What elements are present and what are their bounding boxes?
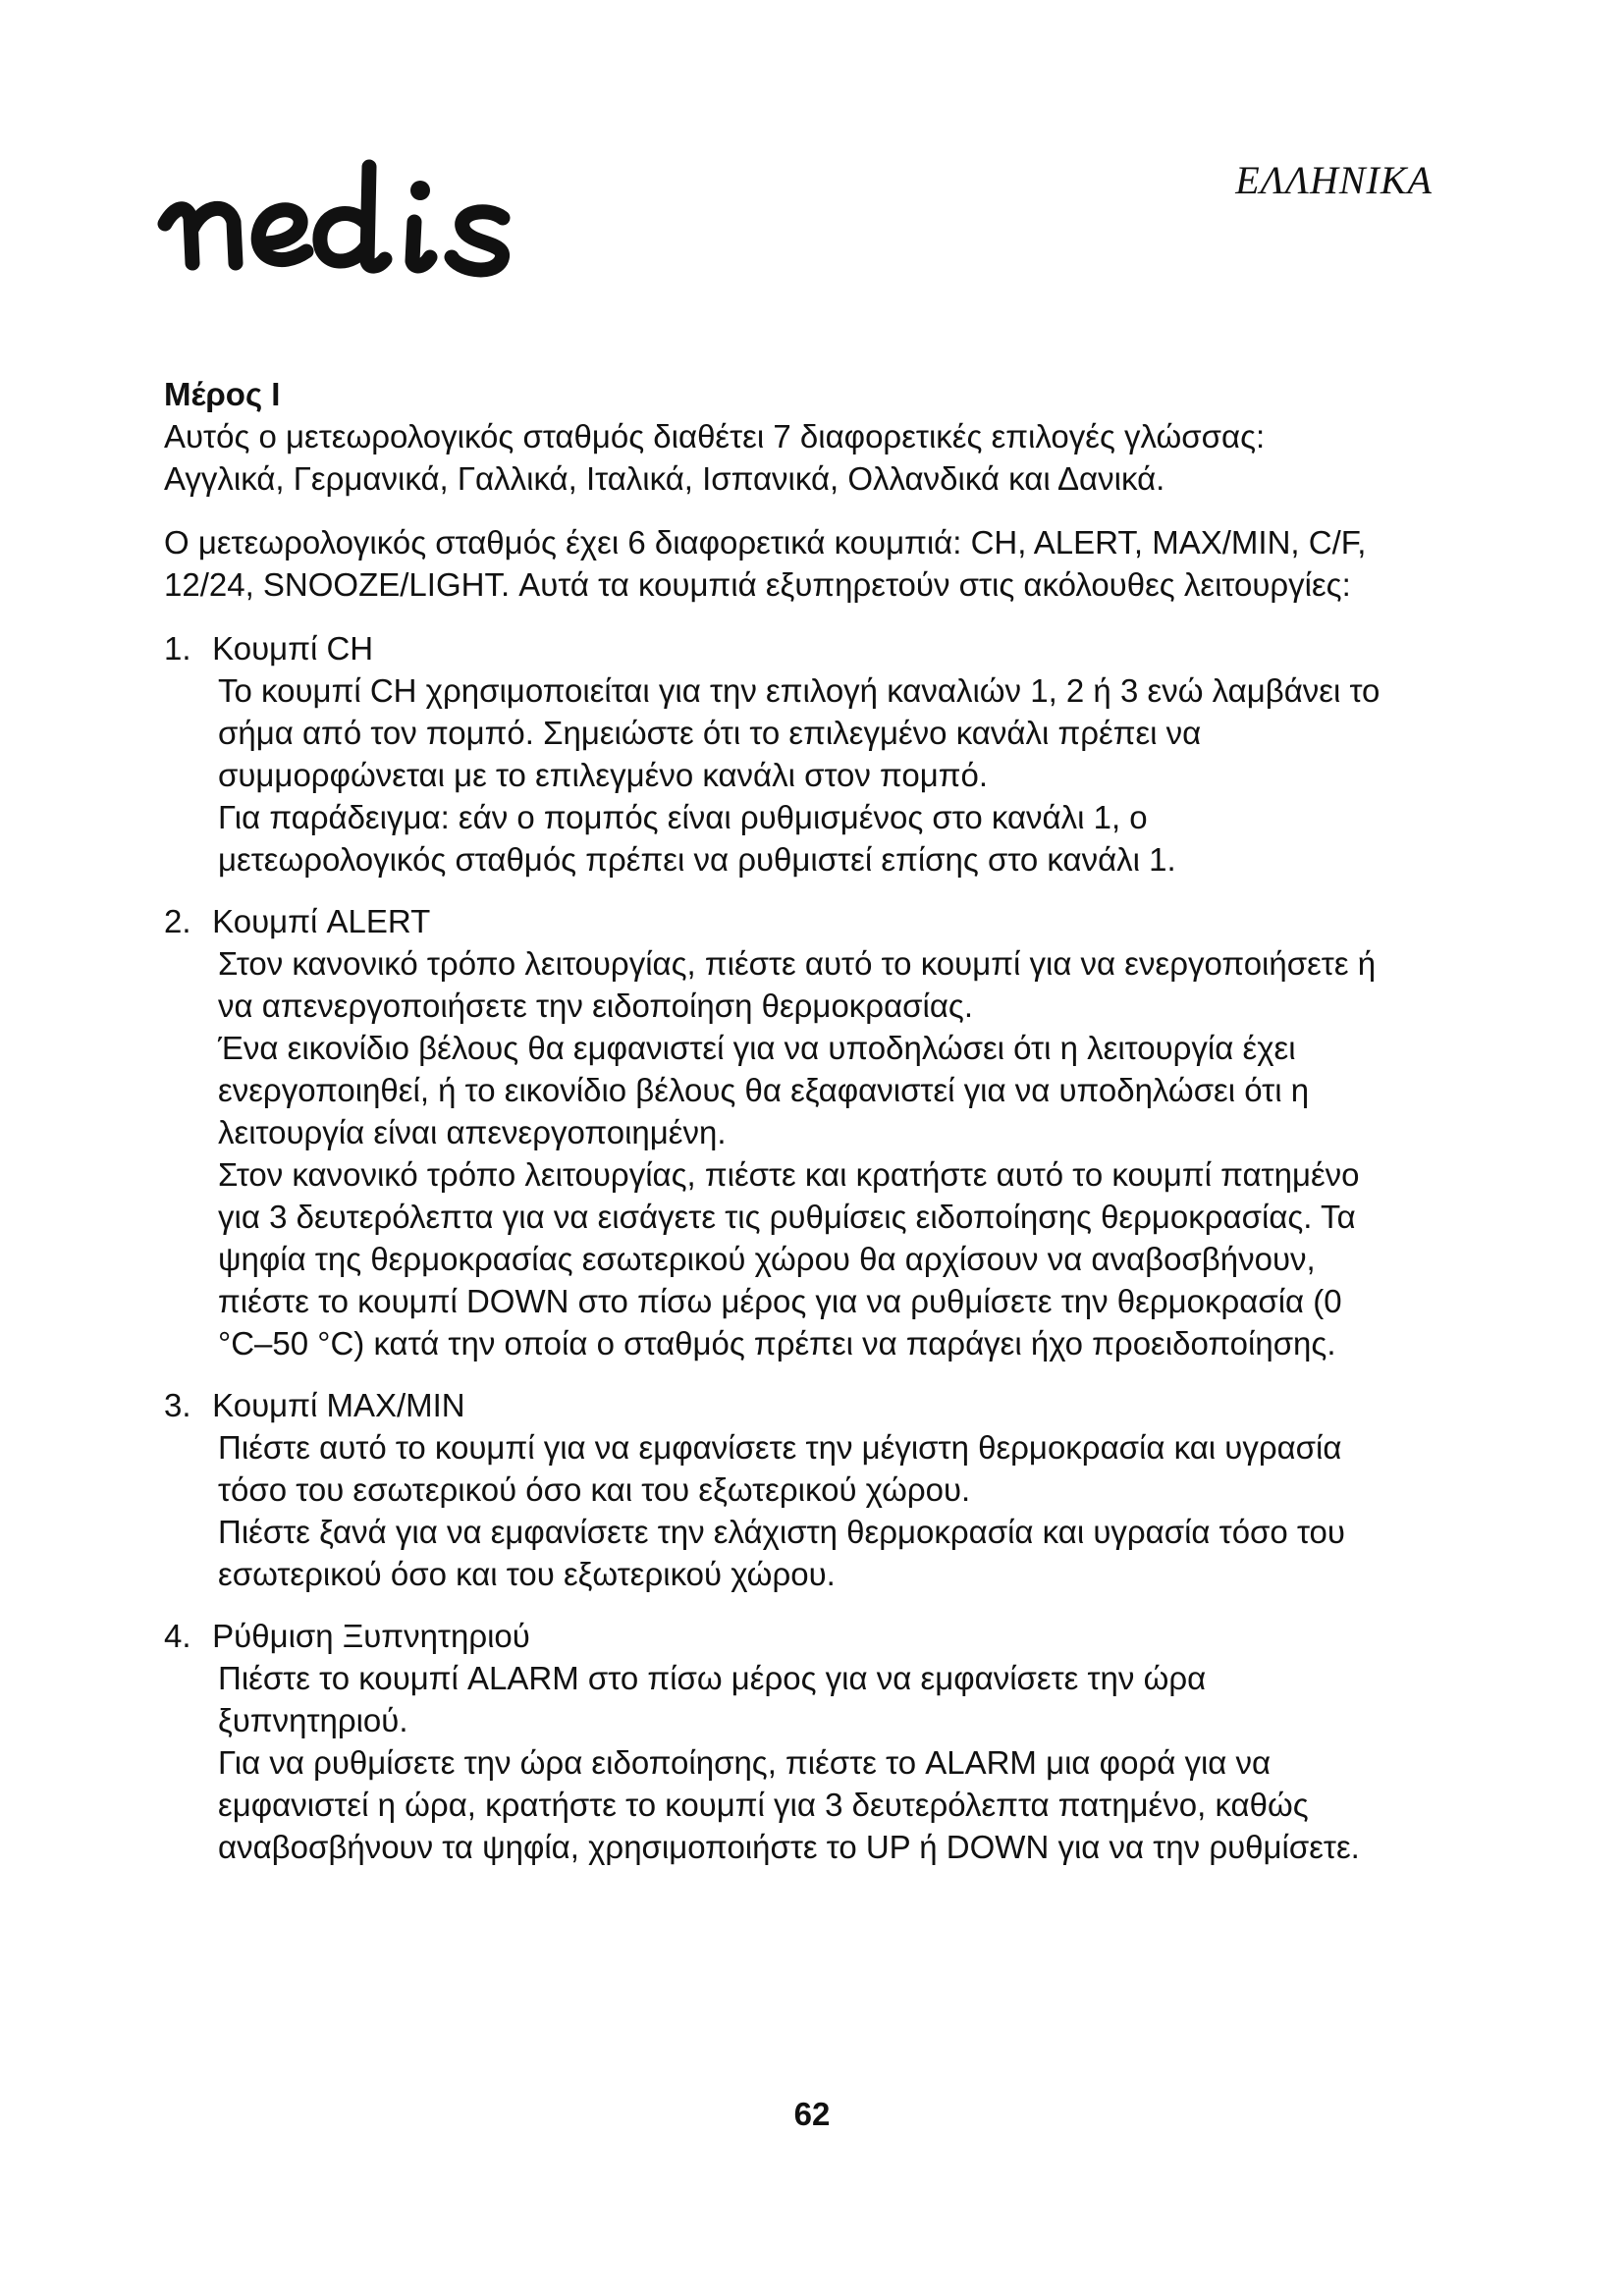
list-item-body — [218, 942, 1381, 1364]
list-item-title — [164, 1384, 1381, 1426]
list-item-heading: Κουμπί MAX/MIN — [212, 1387, 465, 1423]
page-number: 62 — [793, 2096, 831, 2132]
list-item-title — [164, 627, 1381, 669]
list-item-paragraph: Το κουμπί CH χρησιμοποιείται για την επιλογή καναλιών 1, 2 ή 3 ενώ λαμβάνει το σήμα από τον πομπό. Σημειώστε ότι το επιλεγμένο κανάλι πρέπει να συμμορφώνεται με το επιλεγμένο κανάλι στον πομπό. — [218, 672, 1380, 793]
list-item-maxmin-button — [164, 1384, 1381, 1595]
list-item-number: 4. — [164, 1618, 191, 1654]
list-item-number: 3. — [164, 1387, 191, 1423]
list-item-paragraph: Ένα εικονίδιο βέλους θα εμφανιστεί για να υποδηλώσει ότι η λειτουργία έχει ενεργοποιηθεί, ή το εικονίδιο βέλους θα εξαφανιστεί για να υποδηλώσει ότι η λειτουργία είναι απενεργοποιημένη. — [218, 1030, 1310, 1150]
list-item-alert-button — [164, 900, 1381, 1364]
language-label: ΕΛΛΗΝΙΚΑ — [1235, 158, 1433, 202]
list-item-ch-button — [164, 627, 1381, 881]
buttons-intro-paragraph: Ο μετεωρολογικός σταθμός έχει 6 διαφορετικά κουμπιά: CH, ALERT, MAX/MIN, C/F, 12/24, SNOOZE/LIGHT. Αυτά τα κουμπιά εξυπηρετούν στις ακόλουθες λειτουργίες: — [164, 524, 1367, 603]
list-item-body — [218, 669, 1381, 881]
list-item-heading: Ρύθμιση Ξυπνητηριού — [212, 1618, 530, 1654]
section-title: Μέρος I — [164, 376, 281, 412]
list-item-title — [164, 900, 1381, 942]
list-item-paragraph: Πιέστε αυτό το κουμπί για να εμφανίσετε την μέγιστη θερμοκρασία και υγρασία τόσο του εσωτερικού όσο και του εξωτερικού χώρου. — [218, 1429, 1342, 1508]
list-item-title — [164, 1615, 1381, 1657]
list-item-number: 2. — [164, 903, 191, 939]
list-item-paragraph: Στον κανονικό τρόπο λειτουργίας, πιέστε και κρατήστε αυτό το κουμπί πατημένο για 3 δευτερόλεπτα για να εισάγετε τις ρυθμίσεις ειδοποίησης θερμοκρασίας. Τα ψηφία της θερμοκρασίας εσωτερικού χώρου θα αρχίσουν να αναβοσβήνουν, πιέστε το κουμπί DOWN στο πίσω μέρος για να ρυθμίσετε την θερμοκρασία (0 °C–50 °C) κατά την οποία ο σταθμός πρέπει να παράγει ήχο προειδοποίησης. — [218, 1156, 1360, 1362]
list-item-paragraph: Στον κανονικό τρόπο λειτουργίας, πιέστε αυτό το κουμπί για να ενεργοποιήσετε ή να απενεργοποιήσετε την ειδοποίηση θερμοκρασίας. — [218, 945, 1377, 1024]
intro-paragraph: Αυτός ο μετεωρολογικός σταθμός διαθέτει 7 διαφορετικές επιλογές γλώσσας: Αγγλικά, Γερμανικά, Γαλλικά, Ιταλικά, Ισπανικά, Ολλανδικά και Δανικά. — [164, 418, 1266, 497]
list-item-number: 1. — [164, 630, 191, 667]
list-item-body — [218, 1657, 1381, 1868]
list-item-paragraph: Πιέστε ξανά για να εμφανίσετε την ελάχιστη θερμοκρασία και υγρασία τόσο του εσωτερικού όσο και του εξωτερικού χώρου. — [218, 1514, 1345, 1592]
document-body — [164, 373, 1381, 1888]
list-item-body — [218, 1426, 1381, 1595]
list-item-paragraph: Για να ρυθμίσετε την ώρα ειδοποίησης, πιέστε το ALARM μια φορά για να εμφανιστεί η ώρα, κρατήστε το κουμπί για 3 δευτερόλεπτα πατημένο, καθώς αναβοσβήνουν τα ψηφία, χρησιμοποιήστε το UP ή DOWN για να την ρυθμίσετε. — [218, 1744, 1360, 1865]
list-item-heading: Κουμπί CH — [212, 630, 374, 667]
list-item-heading: Κουμπί ALERT — [212, 903, 431, 939]
list-item-alarm-setting — [164, 1615, 1381, 1868]
nedis-logo — [157, 147, 609, 294]
function-list — [164, 627, 1381, 1868]
list-item-paragraph: Πιέστε το κουμπί ALARM στο πίσω μέρος για να εμφανίσετε την ώρα ξυπνητηριού. — [218, 1660, 1207, 1738]
list-item-paragraph: Για παράδειγμα: εάν ο πομπός είναι ρυθμισμένος στο κανάλι 1, ο μετεωρολογικός σταθμός πρέπει να ρυθμιστεί επίσης στο κανάλι 1. — [218, 799, 1176, 878]
